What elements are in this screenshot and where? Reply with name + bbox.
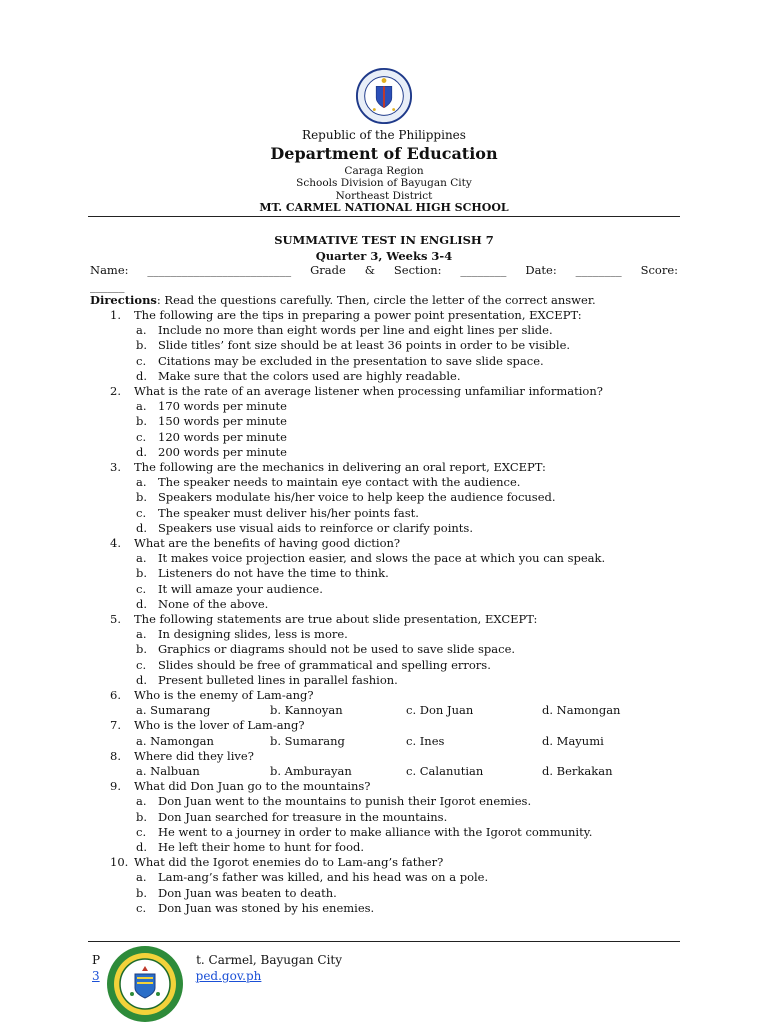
option-text: The speaker must deliver his/her points fast. [158, 505, 419, 520]
footer-address-prefix: P [92, 953, 101, 967]
question-number: 8. [110, 748, 121, 763]
footer-divider [88, 941, 680, 942]
answer-option[interactable] [90, 323, 690, 338]
option-letter: c. [136, 657, 147, 672]
question-text: The following are the mechanics in delivering an oral report, EXCEPT: [134, 460, 546, 475]
option-text: 120 words per minute [158, 429, 287, 444]
option-letter: a. [136, 794, 147, 809]
option-text: Don Juan was stoned by his enemies. [158, 900, 375, 915]
question-text: What are the benefits of having good diction? [134, 536, 401, 551]
option-text: Listeners do not have the time to think. [158, 566, 389, 581]
answer-option[interactable]: d. Mayumi [542, 733, 604, 748]
option-text: None of the above. [158, 596, 269, 611]
question-8 [90, 749, 690, 764]
option-letter: b. [136, 566, 148, 581]
answer-option[interactable] [90, 354, 690, 369]
department-title: Department of Education [270, 144, 498, 163]
question-list [90, 308, 690, 916]
option-text: It makes voice projection easier, and slows the pace at which you can speak. [158, 551, 606, 566]
option-text: The speaker needs to maintain eye contact with the audience. [158, 475, 521, 490]
option-letter: c. [136, 824, 147, 839]
question-7 [90, 718, 690, 733]
answer-option[interactable] [90, 597, 690, 612]
answer-option[interactable]: c. Don Juan [406, 703, 474, 718]
directions-text: : Read the questions carefully. Then, circle the letter of the correct answer. [156, 293, 596, 307]
option-letter: b. [136, 885, 148, 900]
option-letter: a. [136, 551, 147, 566]
option-letter: d. [136, 520, 148, 535]
option-letter: b. [136, 490, 148, 505]
answer-row [90, 764, 690, 779]
question-6 [90, 688, 690, 703]
score-blank: ______ [90, 279, 125, 293]
answer-option[interactable] [90, 369, 690, 384]
answer-option[interactable] [90, 521, 690, 536]
answer-option[interactable]: a. Nalbuan [136, 764, 200, 779]
option-letter: d. [136, 672, 148, 687]
answer-option[interactable] [90, 870, 690, 885]
deped-seal-icon [355, 67, 413, 125]
answer-option[interactable] [90, 566, 690, 581]
question-4 [90, 536, 690, 551]
question-number: 4. [110, 536, 121, 551]
question-text: The following are the tips in preparing a power point presentation, EXCEPT: [134, 308, 582, 322]
answer-option[interactable] [90, 506, 690, 521]
option-text: Make sure that the colors used are highly readable. [158, 368, 461, 383]
republic-label: Republic of the Philippines [302, 128, 466, 142]
option-text: Don Juan searched for treasure in the mountains. [158, 809, 448, 824]
option-text: Lam-ang’s father was killed, and his head was on a pole. [158, 870, 489, 885]
option-letter: a. [136, 475, 147, 490]
option-letter: d. [136, 840, 148, 855]
option-text: It will amaze your audience. [158, 581, 323, 596]
division-label: Schools Division of Bayugan City [296, 177, 472, 189]
directions-label: Directions [90, 293, 157, 307]
school-logo-icon [104, 944, 186, 1024]
answer-option[interactable]: b. Sumarang [270, 733, 345, 748]
option-letter: b. [136, 414, 148, 429]
question-number: 5. [110, 612, 121, 627]
answer-option[interactable]: c. Ines [406, 733, 445, 748]
answer-option[interactable] [90, 430, 690, 445]
question-number: 7. [110, 718, 121, 733]
answer-option[interactable] [90, 551, 690, 566]
school-name: MT. CARMEL NATIONAL HIGH SCHOOL [259, 201, 509, 214]
option-letter: a. [136, 399, 147, 414]
answer-option[interactable] [90, 475, 690, 490]
option-letter: b. [136, 338, 148, 353]
answer-option[interactable] [90, 490, 690, 505]
footer-email-prefix: 3 [92, 969, 100, 983]
option-letter: a. [136, 870, 147, 885]
answer-option[interactable]: a. Namongan [136, 733, 214, 748]
answer-option[interactable] [90, 886, 690, 901]
question-9 [90, 779, 690, 794]
answer-option[interactable]: b. Amburayan [270, 764, 352, 779]
question-text: The following statements are true about slide presentation, EXCEPT: [134, 612, 538, 627]
test-quarter: Quarter 3, Weeks 3-4 [315, 249, 453, 263]
question-text: What is the rate of an average listener when processing unfamiliar information? [134, 384, 603, 399]
option-text: He went to a journey in order to make alliance with the Igorot community. [158, 824, 593, 839]
answer-option[interactable] [90, 582, 690, 597]
question-number: 10. [110, 855, 129, 870]
answer-option[interactable]: c. Calanutian [406, 764, 484, 779]
footer-email-text: ped.gov.ph [195, 969, 262, 983]
option-text: Citations may be excluded in the presentation to save slide space. [158, 353, 544, 368]
option-letter: c. [136, 429, 147, 444]
directions [90, 293, 596, 307]
answer-option[interactable] [90, 338, 690, 353]
answer-row [90, 703, 690, 718]
option-letter: c. [136, 581, 147, 596]
question-text: Where did they live? [134, 748, 254, 763]
option-letter: b. [136, 642, 148, 657]
question-text: What did the Igorot enemies do to Lam-ang’s father? [134, 855, 444, 870]
answer-option[interactable] [90, 840, 690, 855]
question-number: 2. [110, 384, 121, 399]
option-text: Include no more than eight words per line and eight lines per slide. [158, 323, 553, 338]
answer-option[interactable] [90, 642, 690, 657]
option-text: In designing slides, less is more. [158, 627, 348, 642]
question-text: Who is the lover of Lam-ang? [134, 718, 305, 733]
option-letter: c. [136, 900, 147, 915]
answer-option[interactable] [90, 794, 690, 809]
answer-option[interactable]: b. Kannoyan [270, 703, 343, 718]
region-label: Caraga Region [344, 165, 424, 177]
question-number: 3. [110, 460, 121, 475]
answer-option[interactable] [90, 399, 690, 414]
answer-option[interactable]: d. Namongan [542, 703, 621, 718]
answer-option[interactable] [90, 445, 690, 460]
option-text: Slides should be free of grammatical and spelling errors. [158, 657, 491, 672]
option-letter: d. [136, 368, 148, 383]
question-10 [90, 855, 690, 870]
option-text: 200 words per minute [158, 444, 287, 459]
name-grade-date-score-line: Name: _________________________ Grade & Section: ________ Date: ________ Score: [90, 263, 678, 277]
question-number: 6. [110, 688, 121, 703]
test-title: SUMMATIVE TEST IN ENGLISH 7 [274, 233, 494, 247]
question-text: What did Don Juan go to the mountains? [134, 779, 371, 794]
option-text: Don Juan was beaten to death. [158, 885, 337, 900]
option-text: Present bulleted lines in parallel fashion. [158, 672, 398, 687]
answer-option[interactable]: a. Sumarang [136, 703, 211, 718]
answer-option[interactable] [90, 810, 690, 825]
option-text: Graphics or diagrams should not be used to save slide space. [158, 642, 516, 657]
question-3 [90, 460, 690, 475]
question-number: 9. [110, 779, 121, 794]
option-letter: c. [136, 353, 147, 368]
question-1 [90, 308, 690, 323]
answer-option[interactable] [90, 627, 690, 642]
option-text: 170 words per minute [158, 399, 287, 414]
header-divider [88, 216, 680, 217]
district-label: Northeast District [335, 190, 433, 202]
answer-option[interactable] [90, 414, 690, 429]
option-letter: a. [136, 627, 147, 642]
question-2 [90, 384, 690, 399]
option-letter: b. [136, 809, 148, 824]
answer-option[interactable] [90, 673, 690, 688]
answer-option[interactable] [90, 901, 690, 916]
option-text: Don Juan went to the mountains to punish their Igorot enemies. [158, 794, 532, 809]
answer-option[interactable] [90, 825, 690, 840]
option-text: Speakers modulate his/her voice to help keep the audience focused. [158, 490, 556, 505]
question-5 [90, 612, 690, 627]
option-text: He left their home to hunt for food. [158, 840, 365, 855]
option-text: Slide titles’ font size should be at least 36 points in order to be visible. [158, 338, 571, 353]
question-text: Who is the enemy of Lam-ang? [134, 688, 314, 703]
answer-option[interactable]: d. Berkakan [542, 764, 613, 779]
option-text: 150 words per minute [158, 414, 287, 429]
option-letter: c. [136, 505, 147, 520]
option-letter: d. [136, 596, 148, 611]
option-letter: d. [136, 444, 148, 459]
answer-option[interactable] [90, 658, 690, 673]
question-number: 1. [110, 308, 121, 322]
footer-address-text: t. Carmel, Bayugan City [196, 953, 343, 967]
option-letter: a. [136, 323, 147, 338]
answer-row [90, 734, 690, 749]
option-text: Speakers use visual aids to reinforce or clarify points. [158, 520, 473, 535]
